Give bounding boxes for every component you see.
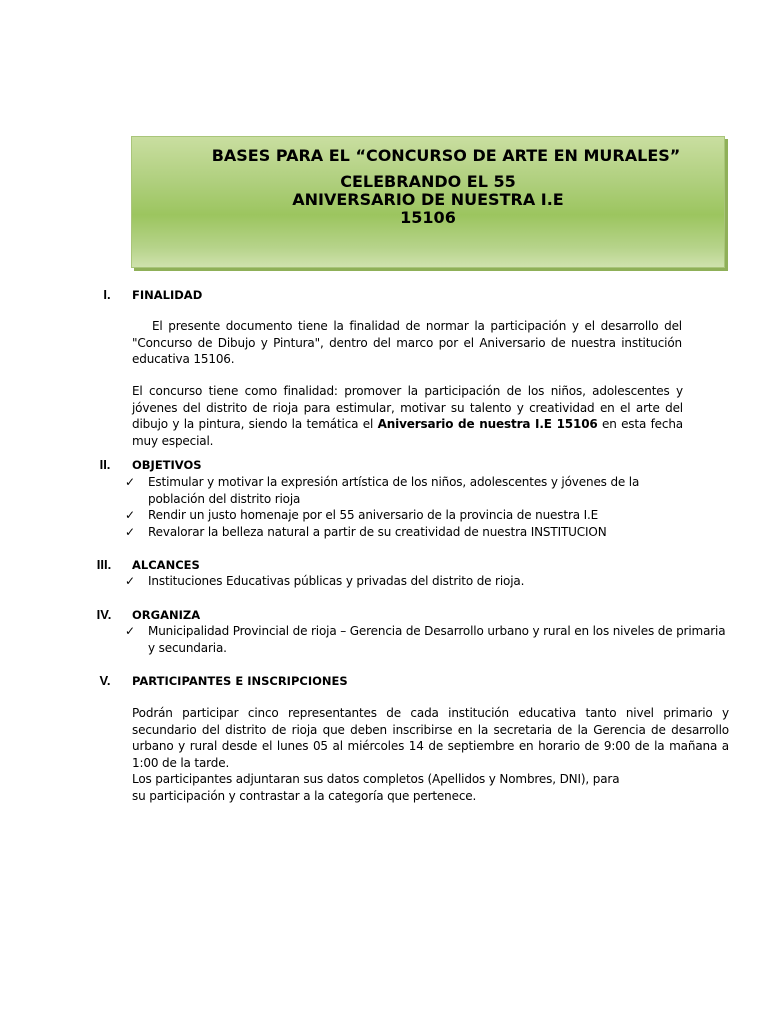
section-5-paragraph-1: Podrán participar cinco representantes de cada institución educativa tanto nivel primario y secundario del distrito de rioja que deben inscribirse en la secretaria de la Gerencia de desarrollo urbano y rural desde el lunes 05 al miércoles 14 de septiembre en horario de 9:00 de la mañana a 1:00 de la tarde. xyxy=(132,706,729,770)
organizer-item-1: Municipalidad Provincial de rioja – Gerencia de Desarrollo urbano y rural en los niveles de primaria y secundaria. xyxy=(148,624,726,655)
section-1-number: I. xyxy=(103,287,111,302)
objective-item-3: Revalorar la belleza natural a partir de su creatividad de nuestra INSTITUCION xyxy=(148,525,607,539)
section-4-number: IV. xyxy=(96,607,112,622)
scope-item-1: Instituciones Educativas públicas y privadas del distrito de rioja. xyxy=(148,574,525,588)
title-line-2: CELEBRANDO EL 55 xyxy=(340,172,516,191)
section-3-number: III. xyxy=(96,557,112,572)
section-2-title: OBJETIVOS xyxy=(132,458,202,472)
objective-item-1: Estimular y motivar la expresión artística de los niños, adolescentes y jóvenes de la población del distrito rioja xyxy=(148,475,640,506)
check-icon: ✓ xyxy=(125,574,136,588)
title-box xyxy=(131,136,725,268)
section-1-title: FINALIDAD xyxy=(132,288,203,302)
section-2-number: II. xyxy=(99,457,111,472)
section-1-bold-text: Aniversario de nuestra I.E 15106 xyxy=(377,417,598,431)
title-line-3: ANIVERSARIO DE NUESTRA I.E xyxy=(292,190,564,209)
objective-item-2: Rendir un justo homenaje por el 55 aniversario de la provincia de nuestra I.E xyxy=(148,508,599,522)
title-line-4: 15106 xyxy=(400,208,456,227)
section-4-title: ORGANIZA xyxy=(132,608,201,622)
check-icon: ✓ xyxy=(125,525,136,539)
section-3-title: ALCANCES xyxy=(132,558,200,572)
check-icon: ✓ xyxy=(125,475,136,489)
section-5-paragraph-2: Los participantes adjuntaran sus datos completos (Apellidos y Nombres, DNI), para su participación y contrastar a la categoría que pertenece. xyxy=(132,772,620,803)
section-1-paragraph-1: El presente documento tiene la finalidad de normar la participación y el desarrollo del "Concurso de Dibujo y Pintura", dentro del marco por el Aniversario de nuestra institución educativa 15106. xyxy=(132,319,682,366)
check-icon: ✓ xyxy=(125,508,136,522)
check-icon: ✓ xyxy=(125,624,136,638)
title-line-1: BASES PARA EL “CONCURSO DE ARTE EN MURALES” xyxy=(211,146,681,165)
section-5-number: V. xyxy=(99,673,111,688)
section-1-paragraph-2: El concurso tiene como finalidad: promover la participación de los niños, adolescentes y jóvenes del distrito de rioja para estimular, motivar su talento y creatividad en el arte del dibujo y la pintura, siendo la temática el Aniversario de nuestra I.E 15106 en esta fecha muy especial. xyxy=(132,384,683,448)
section-5-title: PARTICIPANTES E INSCRIPCIONES xyxy=(132,674,348,688)
